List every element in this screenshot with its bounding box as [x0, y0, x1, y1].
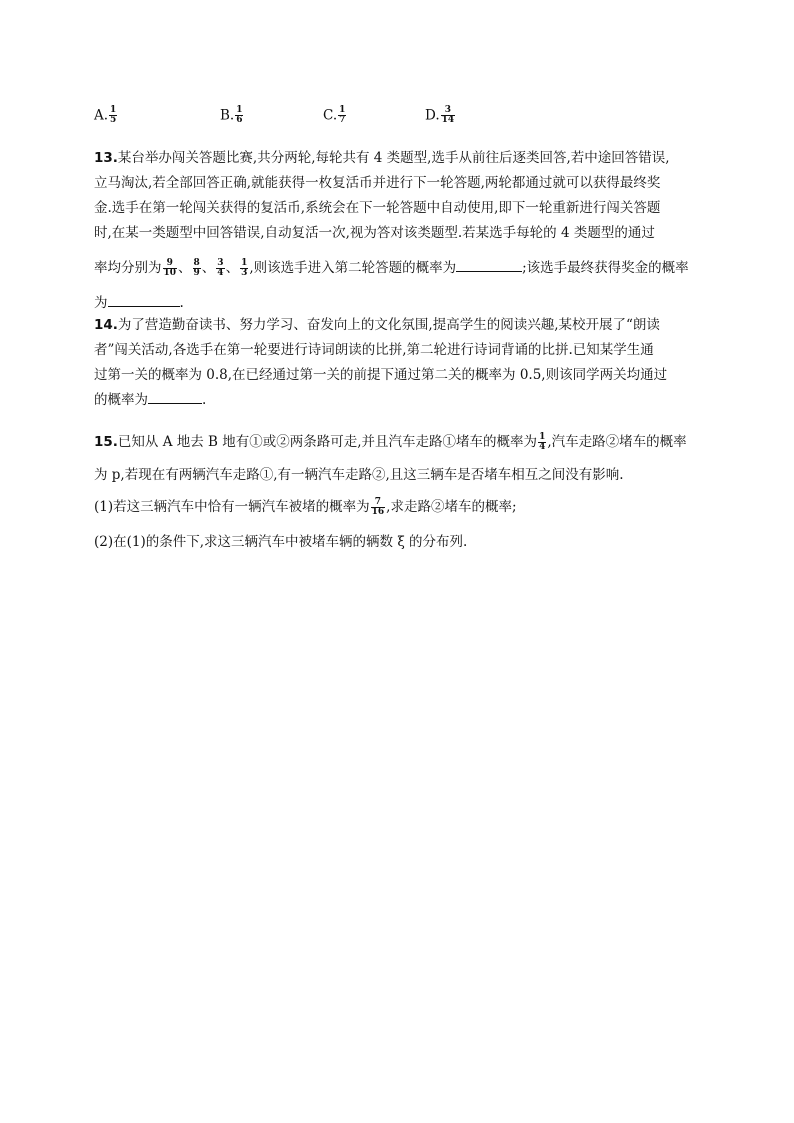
- option-b-fraction: $\frac{1}{6}$: [236, 105, 243, 125]
- option-a-fraction: $\frac{1}{5}$: [110, 105, 117, 125]
- fraction-9-10: $\frac{9}{10}$: [163, 258, 177, 278]
- question-15-part-2: (2)在(1)的条件下,求这三辆汽车中被堵车辆的辆数 ξ 的分布列.: [94, 534, 468, 550]
- option-d-fraction: $\frac{3}{14}$: [441, 105, 455, 125]
- question-15-number: 15.: [94, 434, 118, 450]
- question-13-number: 13.: [94, 150, 118, 166]
- option-c-label: C.: [323, 107, 338, 124]
- option-b[interactable]: [220, 106, 244, 125]
- answer-options: [94, 106, 714, 132]
- answer-blank-13a[interactable]: [456, 257, 522, 272]
- question-13: 13.某台举办闯关答题比赛,共分两轮,每轮共有 4 类题型,选手从前往后逐类回答,若中途回答错误, 立马淘汰,若全部回答正确,就能获得一枚复活币并进行下一轮答题,两轮都通过就可以获得最终奖 金.选手在第一轮闯关获得的复活币,系统会在下一轮答题中自动使用,即下一轮重新进行闯关答题 时,在某一类题型中回答错误,自动复活一次,视为答对该类题型.若某选手每轮的 4 类题型的通过 率均分别为 $\frac{9}{10}$ 、 $\frac{8}{9}$ 、 $\frac{3}{4}$ 、 $\frac{1}{3}$ ,则该选手进入第二轮答题的概率为 ;该选手最终获得奖金的概率 为 .: [94, 150, 689, 311]
- option-c[interactable]: [323, 106, 347, 125]
- fraction-8-9: $\frac{8}{9}$: [193, 258, 200, 278]
- fraction-1-4: $\frac{1}{4}$: [539, 432, 546, 452]
- option-c-fraction: $\frac{1}{7}$: [339, 105, 346, 125]
- question-14: 14.为了营造勤奋读书、努力学习、奋发向上的文化氛围,提高学生的阅读兴趣,某校开展了“朗读 者”闯关活动,各选手在第一轮要进行诗词朗读的比拼,第二轮进行诗词背诵的比拼.已知某学生通 过第一关的概率为 0.8,在已经通过第一关的前提下通过第二关的概率为 0.5,则该同学两关均通过 的概率为 .: [94, 317, 668, 408]
- option-a-label: A.: [94, 107, 109, 124]
- answer-blank-13b[interactable]: [108, 292, 180, 307]
- option-d-label: D.: [425, 107, 440, 124]
- question-14-number: 14.: [94, 317, 118, 333]
- fraction-3-4: $\frac{3}{4}$: [217, 258, 224, 278]
- fraction-7-16: $\frac{7}{16}$: [371, 497, 385, 517]
- question-15: 15.已知从 A 地去 B 地有①或②两条路可走,并且汽车走路①堵车的概率为 $\frac{1}{4}$ ,汽车走路②堵车的概率 为 p,若现在有两辆汽车走路①,有一辆汽车走路②,且这三辆车是否堵车相互之间没有影响.: [94, 432, 687, 483]
- answer-blank-14[interactable]: [148, 389, 202, 404]
- question-15-part-1: (1)若这三辆汽车中恰有一辆汽车被堵的概率为 $\frac{7}{16}$ ,求走路②堵车的概率;: [94, 497, 517, 517]
- option-b-label: B.: [220, 107, 235, 124]
- fraction-1-3: $\frac{1}{3}$: [241, 258, 248, 278]
- option-a[interactable]: [94, 106, 118, 125]
- option-d[interactable]: [425, 106, 456, 125]
